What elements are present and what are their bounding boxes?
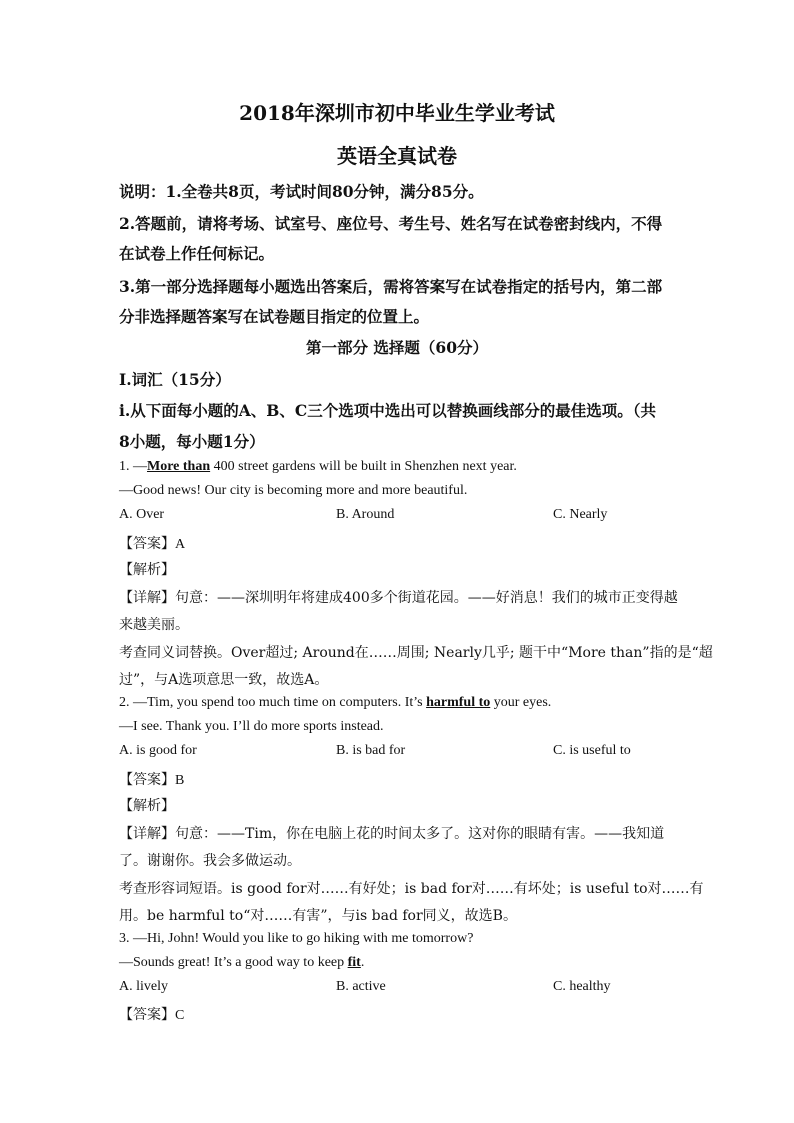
underlined-phrase: harmful to <box>426 695 491 710</box>
underlined-phrase: fit <box>347 955 361 970</box>
subsection-line-1: i.从下面每小题的A、B、C三个选项中选出可以替换画线部分的最佳选项。（共 <box>119 401 657 420</box>
detail-2-line-2: 了。谢谢你。我会多做运动。 <box>119 853 301 869</box>
option-c: C. Nearly <box>553 507 608 522</box>
question-3-reply: —Sounds great! It’s a good way to keep fit. <box>119 955 365 970</box>
detail-1-line-1: 【详解】句意：——深圳明年将建成400多个街道花园。——好消息！我们的城市正变得越 <box>119 590 678 606</box>
instruction-line-1: 说明：1.全卷共8页，考试时间80分钟，满分85分。 <box>119 182 484 201</box>
question-1: 1. —More than 400 street gardens will be built in Shenzhen next year. <box>119 459 517 474</box>
instruction-line-2: 2.答题前，请将考场、试室号、座位号、考生号、姓名写在试卷密封线内，不得 <box>119 214 663 233</box>
detail-2-line-1: 【详解】句意：——Tim，你在电脑上花的时间太多了。这对你的眼睛有害。——我知道 <box>119 826 665 842</box>
detail-1-line-3: 考查同义词替换。Over超过; Around在……周围; Nearly几乎; 题干中“More than”指的是“超 <box>119 645 713 661</box>
question-2-reply: —I see. Thank you. I’ll do more sports instead. <box>119 719 384 734</box>
option-a: A. lively <box>119 979 168 994</box>
option-a: A. Over <box>119 507 165 522</box>
exam-subtitle: 英语全真试卷 <box>337 144 457 168</box>
option-b: B. Around <box>336 507 395 522</box>
answer-3: 【答案】C <box>119 1007 185 1023</box>
detail-1-line-4: 过”，与A选项意思一致，故选A。 <box>119 672 329 688</box>
question-1-reply: —Good news! Our city is becoming more and more beautiful. <box>119 483 468 498</box>
underlined-phrase: More than <box>147 459 211 474</box>
analysis-label-1: 【解析】 <box>119 562 175 578</box>
option-a: A. is good for <box>119 743 197 758</box>
answer-2: 【答案】B <box>119 772 185 788</box>
instruction-line-5: 分非选择题答案写在试卷题目指定的位置上。 <box>119 307 430 326</box>
answer-1: 【答案】A <box>119 536 186 552</box>
question-3: 3. —Hi, John! Would you like to go hiking with me tomorrow? <box>119 931 474 946</box>
instruction-line-3: 在试卷上作任何标记。 <box>119 244 275 263</box>
option-b: B. active <box>336 979 386 994</box>
option-c: C. healthy <box>553 979 611 994</box>
option-b: B. is bad for <box>336 743 406 758</box>
instruction-line-4: 3.第一部分选择题每小题选出答案后，需将答案写在试卷指定的括号内，第二部 <box>119 277 663 296</box>
subsection-line-2: 8小题，每小题1分） <box>119 432 265 451</box>
option-c: C. is useful to <box>553 743 631 758</box>
section-heading: I.词汇（15分） <box>119 370 231 389</box>
detail-2-line-4: 用。be harmful to“对……有害”，与is bad for同义，故选B。 <box>119 908 517 924</box>
exam-title: 2018年深圳市初中毕业生学业考试 <box>239 101 555 125</box>
part-heading: 第一部分 选择题（60分） <box>306 338 488 357</box>
analysis-label-2: 【解析】 <box>119 798 175 814</box>
detail-2-line-3: 考查形容词短语。is good for对……有好处；is bad for对……有坏处；is useful to对……有 <box>119 881 704 897</box>
detail-1-line-2: 来越美丽。 <box>119 617 189 633</box>
question-2: 2. —Tim, you spend too much time on computers. It’s harmful to your eyes. <box>119 695 552 710</box>
